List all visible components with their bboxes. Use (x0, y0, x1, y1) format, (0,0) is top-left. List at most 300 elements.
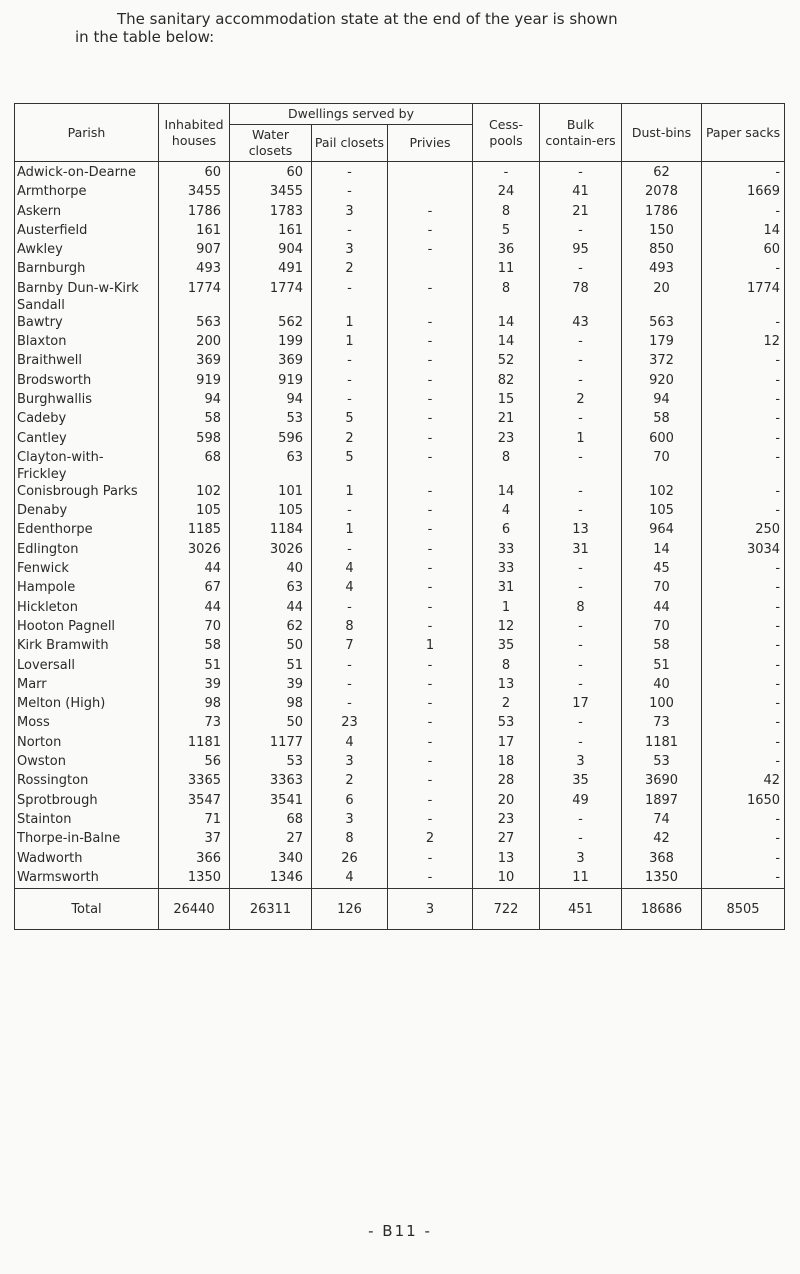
cell-dust: 1897 (622, 792, 702, 811)
cell-inhabited: 907 (159, 241, 230, 260)
cell-water: 60 (230, 162, 312, 184)
table-row (15, 502, 785, 521)
cell-parish: Warmsworth (15, 869, 159, 889)
cell-dust: 179 (622, 333, 702, 352)
cell-bulk: 43 (540, 314, 622, 333)
cell-bulk: 21 (540, 203, 622, 222)
cell-bulk: - (540, 483, 622, 502)
cell-privies: - (388, 521, 473, 540)
cell-inhabited: 70 (159, 618, 230, 637)
cell-water: 3541 (230, 792, 312, 811)
cell-inhabited: 3026 (159, 541, 230, 560)
cell-paper: 3034 (702, 541, 785, 560)
cell-water: 68 (230, 811, 312, 830)
cell-parish: Blaxton (15, 333, 159, 352)
cell-parish: Edlington (15, 541, 159, 560)
cell-bulk: - (540, 449, 622, 483)
cell-cess: 11 (473, 260, 540, 279)
table-row (15, 410, 785, 429)
cell-pail: 3 (312, 753, 388, 772)
cell-cess: - (473, 162, 540, 184)
cell-water: 40 (230, 560, 312, 579)
cell-bulk: 13 (540, 521, 622, 540)
cell-dust: 150 (622, 222, 702, 241)
cell-water: 94 (230, 391, 312, 410)
intro-line-1: The sanitary accommodation state at the end of the year is shown (117, 10, 618, 28)
cell-pail: 1 (312, 314, 388, 333)
cell-cess: 23 (473, 430, 540, 449)
table-row (15, 222, 785, 241)
table-row (15, 792, 785, 811)
cell-inhabited: 39 (159, 676, 230, 695)
cell-water: 27 (230, 830, 312, 849)
cell-water: 1774 (230, 280, 312, 314)
cell-privies: - (388, 410, 473, 429)
cell-parish: Armthorpe (15, 183, 159, 202)
header-dust-bins: Dust-bins (622, 104, 702, 162)
cell-privies: - (388, 869, 473, 889)
cell-water: 51 (230, 657, 312, 676)
table-row (15, 260, 785, 279)
cell-dust: 1786 (622, 203, 702, 222)
cell-water: 1184 (230, 521, 312, 540)
cell-dust: 74 (622, 811, 702, 830)
table-row (15, 372, 785, 391)
cell-inhabited: 68 (159, 449, 230, 483)
cell-parish: Barnburgh (15, 260, 159, 279)
cell-parish: Barnby Dun-w-Kirk Sandall (15, 280, 159, 314)
cell-inhabited: 1774 (159, 280, 230, 314)
cell-parish: Melton (High) (15, 695, 159, 714)
cell-dust: 70 (622, 449, 702, 483)
cell-pail: 2 (312, 430, 388, 449)
cell-parish: Norton (15, 734, 159, 753)
cell-paper: 250 (702, 521, 785, 540)
cell-parish: Marr (15, 676, 159, 695)
cell-paper: - (702, 599, 785, 618)
total-paper-sacks: 8505 (702, 889, 785, 930)
cell-paper: - (702, 695, 785, 714)
cell-inhabited: 369 (159, 352, 230, 371)
header-bulk-containers: Bulk contain-ers (540, 104, 622, 162)
cell-dust: 563 (622, 314, 702, 333)
cell-inhabited: 105 (159, 502, 230, 521)
cell-water: 340 (230, 850, 312, 869)
cell-paper: - (702, 869, 785, 889)
table-row (15, 314, 785, 333)
cell-dust: 2078 (622, 183, 702, 202)
cell-pail: 1 (312, 333, 388, 352)
cell-pail: - (312, 372, 388, 391)
table-row (15, 772, 785, 791)
cell-inhabited: 60 (159, 162, 230, 184)
cell-privies: - (388, 811, 473, 830)
cell-cess: 82 (473, 372, 540, 391)
cell-paper: - (702, 714, 785, 733)
cell-cess: 6 (473, 521, 540, 540)
cell-water: 919 (230, 372, 312, 391)
cell-paper: - (702, 391, 785, 410)
cell-water: 53 (230, 753, 312, 772)
table-row (15, 714, 785, 733)
cell-pail: 5 (312, 410, 388, 429)
cell-bulk: - (540, 830, 622, 849)
header-inhabited-houses: Inhabited houses (159, 104, 230, 162)
cell-privies: - (388, 352, 473, 371)
cell-pail: 8 (312, 830, 388, 849)
cell-pail: - (312, 183, 388, 202)
cell-water: 161 (230, 222, 312, 241)
cell-pail: - (312, 352, 388, 371)
cell-pail: 23 (312, 714, 388, 733)
cell-pail: - (312, 502, 388, 521)
cell-pail: - (312, 541, 388, 560)
cell-inhabited: 102 (159, 483, 230, 502)
cell-paper: - (702, 830, 785, 849)
header-pail-closets: Pail closets (312, 125, 388, 162)
cell-pail: - (312, 222, 388, 241)
cell-privies: - (388, 753, 473, 772)
cell-parish: Cadeby (15, 410, 159, 429)
cell-cess: 35 (473, 637, 540, 656)
cell-privies: - (388, 734, 473, 753)
cell-inhabited: 71 (159, 811, 230, 830)
cell-water: 904 (230, 241, 312, 260)
cell-privies: - (388, 850, 473, 869)
cell-cess: 14 (473, 333, 540, 352)
cell-paper: - (702, 676, 785, 695)
cell-inhabited: 56 (159, 753, 230, 772)
cell-parish: Wadworth (15, 850, 159, 869)
cell-parish: Hampole (15, 579, 159, 598)
cell-dust: 40 (622, 676, 702, 695)
cell-paper: - (702, 560, 785, 579)
total-privies: 3 (388, 889, 473, 930)
cell-cess: 31 (473, 579, 540, 598)
table-row (15, 280, 785, 314)
cell-parish: Askern (15, 203, 159, 222)
cell-pail: 7 (312, 637, 388, 656)
cell-water: 3455 (230, 183, 312, 202)
cell-inhabited: 67 (159, 579, 230, 598)
cell-parish: Owston (15, 753, 159, 772)
cell-inhabited: 366 (159, 850, 230, 869)
cell-bulk: - (540, 618, 622, 637)
cell-pail: - (312, 391, 388, 410)
cell-pail: 3 (312, 241, 388, 260)
cell-bulk: 2 (540, 391, 622, 410)
cell-paper: - (702, 410, 785, 429)
cell-cess: 27 (473, 830, 540, 849)
cell-cess: 8 (473, 203, 540, 222)
cell-parish: Awkley (15, 241, 159, 260)
total-label: Total (15, 889, 159, 930)
header-water-closets: Water closets (230, 125, 312, 162)
cell-water: 105 (230, 502, 312, 521)
cell-privies: - (388, 792, 473, 811)
cell-paper: - (702, 352, 785, 371)
cell-parish: Hooton Pagnell (15, 618, 159, 637)
cell-pail: - (312, 280, 388, 314)
table-row (15, 560, 785, 579)
cell-dust: 850 (622, 241, 702, 260)
cell-bulk: - (540, 372, 622, 391)
cell-bulk: - (540, 811, 622, 830)
cell-cess: 8 (473, 657, 540, 676)
cell-dust: 372 (622, 352, 702, 371)
cell-paper: - (702, 260, 785, 279)
table-row (15, 734, 785, 753)
header-cess-pools: Cess-pools (473, 104, 540, 162)
table-row (15, 183, 785, 202)
cell-inhabited: 37 (159, 830, 230, 849)
cell-paper: - (702, 449, 785, 483)
cell-inhabited: 73 (159, 714, 230, 733)
header-parish: Parish (15, 104, 159, 162)
cell-parish: Denaby (15, 502, 159, 521)
cell-cess: 20 (473, 792, 540, 811)
table-row (15, 869, 785, 889)
cell-privies: - (388, 618, 473, 637)
cell-paper: 14 (702, 222, 785, 241)
cell-dust: 964 (622, 521, 702, 540)
cell-privies: 1 (388, 637, 473, 656)
cell-dust: 1350 (622, 869, 702, 889)
cell-privies (388, 183, 473, 202)
cell-water: 562 (230, 314, 312, 333)
cell-paper: 12 (702, 333, 785, 352)
cell-pail: 4 (312, 869, 388, 889)
cell-inhabited: 44 (159, 599, 230, 618)
cell-cess: 8 (473, 449, 540, 483)
total-water-closets: 26311 (230, 889, 312, 930)
table-row (15, 811, 785, 830)
cell-privies: - (388, 714, 473, 733)
table-row (15, 162, 785, 184)
cell-bulk: - (540, 560, 622, 579)
cell-bulk: - (540, 162, 622, 184)
cell-bulk: 95 (540, 241, 622, 260)
cell-dust: 53 (622, 753, 702, 772)
cell-dust: 14 (622, 541, 702, 560)
cell-cess: 2 (473, 695, 540, 714)
cell-bulk: - (540, 352, 622, 371)
cell-parish: Kirk Bramwith (15, 637, 159, 656)
cell-inhabited: 51 (159, 657, 230, 676)
cell-pail: - (312, 657, 388, 676)
cell-dust: 100 (622, 695, 702, 714)
cell-bulk: 17 (540, 695, 622, 714)
cell-dust: 102 (622, 483, 702, 502)
cell-cess: 12 (473, 618, 540, 637)
cell-cess: 36 (473, 241, 540, 260)
table-row (15, 541, 785, 560)
cell-inhabited: 493 (159, 260, 230, 279)
cell-water: 98 (230, 695, 312, 714)
cell-paper: - (702, 618, 785, 637)
cell-privies: - (388, 599, 473, 618)
table-row (15, 241, 785, 260)
table-row (15, 333, 785, 352)
cell-pail: - (312, 695, 388, 714)
cell-bulk: - (540, 222, 622, 241)
cell-dust: 368 (622, 850, 702, 869)
cell-water: 3363 (230, 772, 312, 791)
cell-parish: Burghwallis (15, 391, 159, 410)
cell-cess: 13 (473, 676, 540, 695)
cell-parish: Austerfield (15, 222, 159, 241)
cell-cess: 28 (473, 772, 540, 791)
cell-bulk: - (540, 637, 622, 656)
sanitary-accommodation-table (14, 103, 785, 930)
intro-line-2: in the table below: (75, 28, 215, 46)
table-row (15, 483, 785, 502)
cell-privies: - (388, 657, 473, 676)
cell-parish: Stainton (15, 811, 159, 830)
cell-parish: Braithwell (15, 352, 159, 371)
cell-dust: 62 (622, 162, 702, 184)
cell-inhabited: 1185 (159, 521, 230, 540)
cell-cess: 24 (473, 183, 540, 202)
cell-water: 199 (230, 333, 312, 352)
cell-inhabited: 44 (159, 560, 230, 579)
cell-bulk: - (540, 260, 622, 279)
cell-paper: 42 (702, 772, 785, 791)
cell-parish: Loversall (15, 657, 159, 676)
cell-cess: 15 (473, 391, 540, 410)
cell-bulk: 31 (540, 541, 622, 560)
cell-cess: 10 (473, 869, 540, 889)
cell-dust: 70 (622, 579, 702, 598)
table-row (15, 637, 785, 656)
cell-privies: - (388, 280, 473, 314)
total-pail-closets: 126 (312, 889, 388, 930)
cell-privies: - (388, 314, 473, 333)
cell-pail: 1 (312, 483, 388, 502)
cell-dust: 44 (622, 599, 702, 618)
cell-parish: Sprotbrough (15, 792, 159, 811)
table-row (15, 449, 785, 483)
cell-paper: - (702, 657, 785, 676)
cell-cess: 18 (473, 753, 540, 772)
cell-parish: Bawtry (15, 314, 159, 333)
cell-inhabited: 1786 (159, 203, 230, 222)
cell-pail: 8 (312, 618, 388, 637)
cell-bulk: - (540, 657, 622, 676)
cell-pail: 2 (312, 772, 388, 791)
cell-privies: - (388, 203, 473, 222)
cell-inhabited: 58 (159, 410, 230, 429)
cell-privies: - (388, 560, 473, 579)
cell-privies: - (388, 372, 473, 391)
cell-bulk: 78 (540, 280, 622, 314)
cell-bulk: 1 (540, 430, 622, 449)
cell-inhabited: 3547 (159, 792, 230, 811)
cell-dust: 105 (622, 502, 702, 521)
cell-cess: 52 (473, 352, 540, 371)
cell-privies: - (388, 676, 473, 695)
cell-bulk: 35 (540, 772, 622, 791)
cell-paper: - (702, 850, 785, 869)
table-row (15, 352, 785, 371)
cell-privies (388, 162, 473, 184)
cell-water: 596 (230, 430, 312, 449)
table-row (15, 830, 785, 849)
cell-paper: - (702, 314, 785, 333)
cell-cess: 33 (473, 560, 540, 579)
cell-pail: 26 (312, 850, 388, 869)
cell-parish: Clayton-with-Frickley (15, 449, 159, 483)
cell-paper: - (702, 637, 785, 656)
cell-pail: 5 (312, 449, 388, 483)
cell-privies: - (388, 772, 473, 791)
cell-privies: - (388, 502, 473, 521)
table-row (15, 753, 785, 772)
cell-water: 63 (230, 579, 312, 598)
cell-parish: Edenthorpe (15, 521, 159, 540)
cell-inhabited: 1181 (159, 734, 230, 753)
table-row (15, 579, 785, 598)
header-dwellings-served-by: Dwellings served by (230, 104, 473, 125)
cell-bulk: - (540, 410, 622, 429)
cell-parish: Brodsworth (15, 372, 159, 391)
cell-inhabited: 1350 (159, 869, 230, 889)
total-dust-bins: 18686 (622, 889, 702, 930)
cell-dust: 920 (622, 372, 702, 391)
cell-parish: Hickleton (15, 599, 159, 618)
cell-pail: 4 (312, 560, 388, 579)
cell-privies: - (388, 579, 473, 598)
cell-privies: 2 (388, 830, 473, 849)
cell-privies: - (388, 449, 473, 483)
cell-water: 101 (230, 483, 312, 502)
table-row (15, 657, 785, 676)
cell-inhabited: 94 (159, 391, 230, 410)
cell-paper: - (702, 203, 785, 222)
cell-dust: 42 (622, 830, 702, 849)
cell-bulk: - (540, 579, 622, 598)
table-row (15, 618, 785, 637)
cell-inhabited: 3455 (159, 183, 230, 202)
cell-cess: 17 (473, 734, 540, 753)
cell-dust: 493 (622, 260, 702, 279)
cell-pail: 3 (312, 203, 388, 222)
cell-privies: - (388, 222, 473, 241)
cell-cess: 4 (473, 502, 540, 521)
cell-parish: Conisbrough Parks (15, 483, 159, 502)
table-row (15, 391, 785, 410)
table-row (15, 430, 785, 449)
cell-cess: 21 (473, 410, 540, 429)
cell-paper: - (702, 502, 785, 521)
cell-pail: 6 (312, 792, 388, 811)
cell-inhabited: 919 (159, 372, 230, 391)
cell-inhabited: 3365 (159, 772, 230, 791)
table-row (15, 850, 785, 869)
cell-parish: Moss (15, 714, 159, 733)
cell-paper: - (702, 430, 785, 449)
cell-paper: - (702, 483, 785, 502)
cell-pail: 4 (312, 734, 388, 753)
cell-inhabited: 200 (159, 333, 230, 352)
cell-bulk: 3 (540, 850, 622, 869)
cell-bulk: - (540, 676, 622, 695)
cell-bulk: - (540, 333, 622, 352)
cell-paper: - (702, 162, 785, 184)
cell-privies: - (388, 430, 473, 449)
cell-paper: - (702, 579, 785, 598)
cell-parish: Fenwick (15, 560, 159, 579)
